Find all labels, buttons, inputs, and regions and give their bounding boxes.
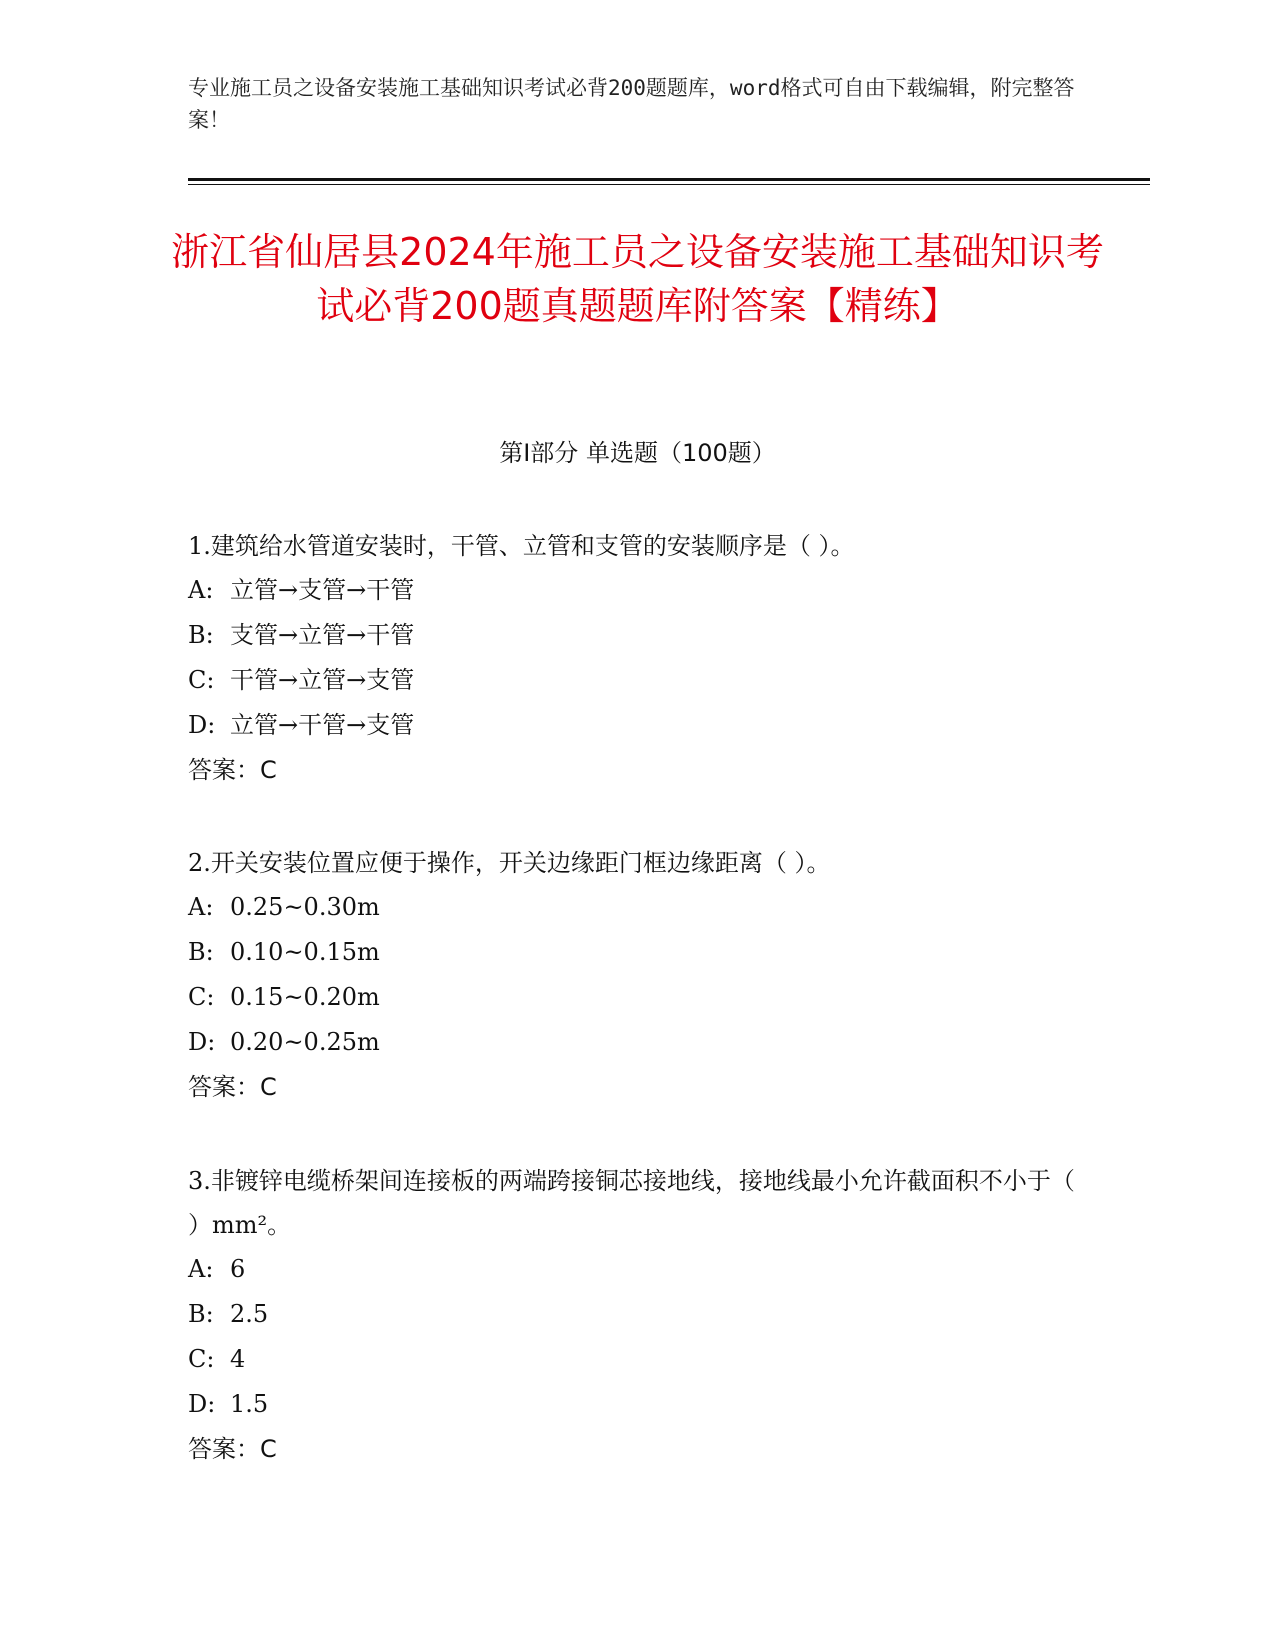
- option-text: 支管→立管→干管: [230, 621, 415, 649]
- option-text: 0.15~0.20m: [230, 983, 380, 1011]
- option-b: [188, 1292, 1088, 1337]
- option-letter: D:: [188, 1028, 216, 1056]
- answer: 答案：C: [188, 1435, 277, 1463]
- option-letter: B:: [188, 1300, 214, 1328]
- option-text: 立管→干管→支管: [230, 711, 415, 739]
- option-letter: A:: [188, 893, 214, 921]
- option-letter: A:: [188, 1255, 214, 1283]
- question-text: 1.建筑给水管道安装时，干管、立管和支管的安装顺序是（ ）。: [188, 532, 855, 560]
- question-2: [188, 841, 1088, 1110]
- option-d: [188, 1382, 1088, 1427]
- document-title: 浙江省仙居县2024年施工员之设备安装施工基础知识考试必背200题真题题库附答案【精练】: [171, 230, 1104, 328]
- option-letter: B:: [188, 621, 214, 649]
- option-text: 6: [230, 1255, 246, 1283]
- header-divider-thick: [188, 178, 1150, 181]
- option-letter: C:: [188, 666, 215, 694]
- question-1: [188, 524, 1088, 793]
- option-text: 0.20~0.25m: [230, 1028, 380, 1056]
- option-letter: A:: [188, 576, 214, 604]
- option-b: [188, 613, 1088, 658]
- option-d: [188, 1020, 1088, 1065]
- option-d: [188, 703, 1088, 748]
- answer: 答案：C: [188, 756, 277, 784]
- option-text: 0.10~0.15m: [230, 938, 380, 966]
- option-c: [188, 1337, 1088, 1382]
- section-title: 第I部分 单选题（100题）: [499, 439, 776, 467]
- option-letter: C:: [188, 1345, 215, 1373]
- header-divider-thin: [188, 184, 1150, 185]
- option-text: 4: [230, 1345, 246, 1373]
- header-note: 专业施工员之设备安装施工基础知识考试必背200题题库，word格式可自由下载编辑，附完整答案！: [188, 76, 1075, 132]
- option-text: 干管→立管→支管: [230, 666, 415, 694]
- option-text: 立管→支管→干管: [230, 576, 415, 604]
- option-letter: D:: [188, 1390, 216, 1418]
- option-letter: B:: [188, 938, 214, 966]
- option-text: 0.25~0.30m: [230, 893, 380, 921]
- question-3: [188, 1159, 1088, 1472]
- option-letter: C:: [188, 983, 215, 1011]
- question-text: 3.非镀锌电缆桥架间连接板的两端跨接铜芯接地线，接地线最小允许截面积不小于（ ）mm²。: [188, 1167, 1075, 1239]
- option-b: [188, 930, 1088, 975]
- option-letter: D:: [188, 711, 216, 739]
- question-text: 2.开关安装位置应便于操作，开关边缘距门框边缘距离（ ）。: [188, 849, 831, 877]
- option-a: [188, 1247, 1088, 1292]
- option-c: [188, 975, 1088, 1020]
- option-text: 1.5: [230, 1390, 269, 1418]
- option-text: 2.5: [230, 1300, 269, 1328]
- option-a: [188, 568, 1088, 613]
- answer: 答案：C: [188, 1073, 277, 1101]
- option-c: [188, 658, 1088, 703]
- option-a: [188, 885, 1088, 930]
